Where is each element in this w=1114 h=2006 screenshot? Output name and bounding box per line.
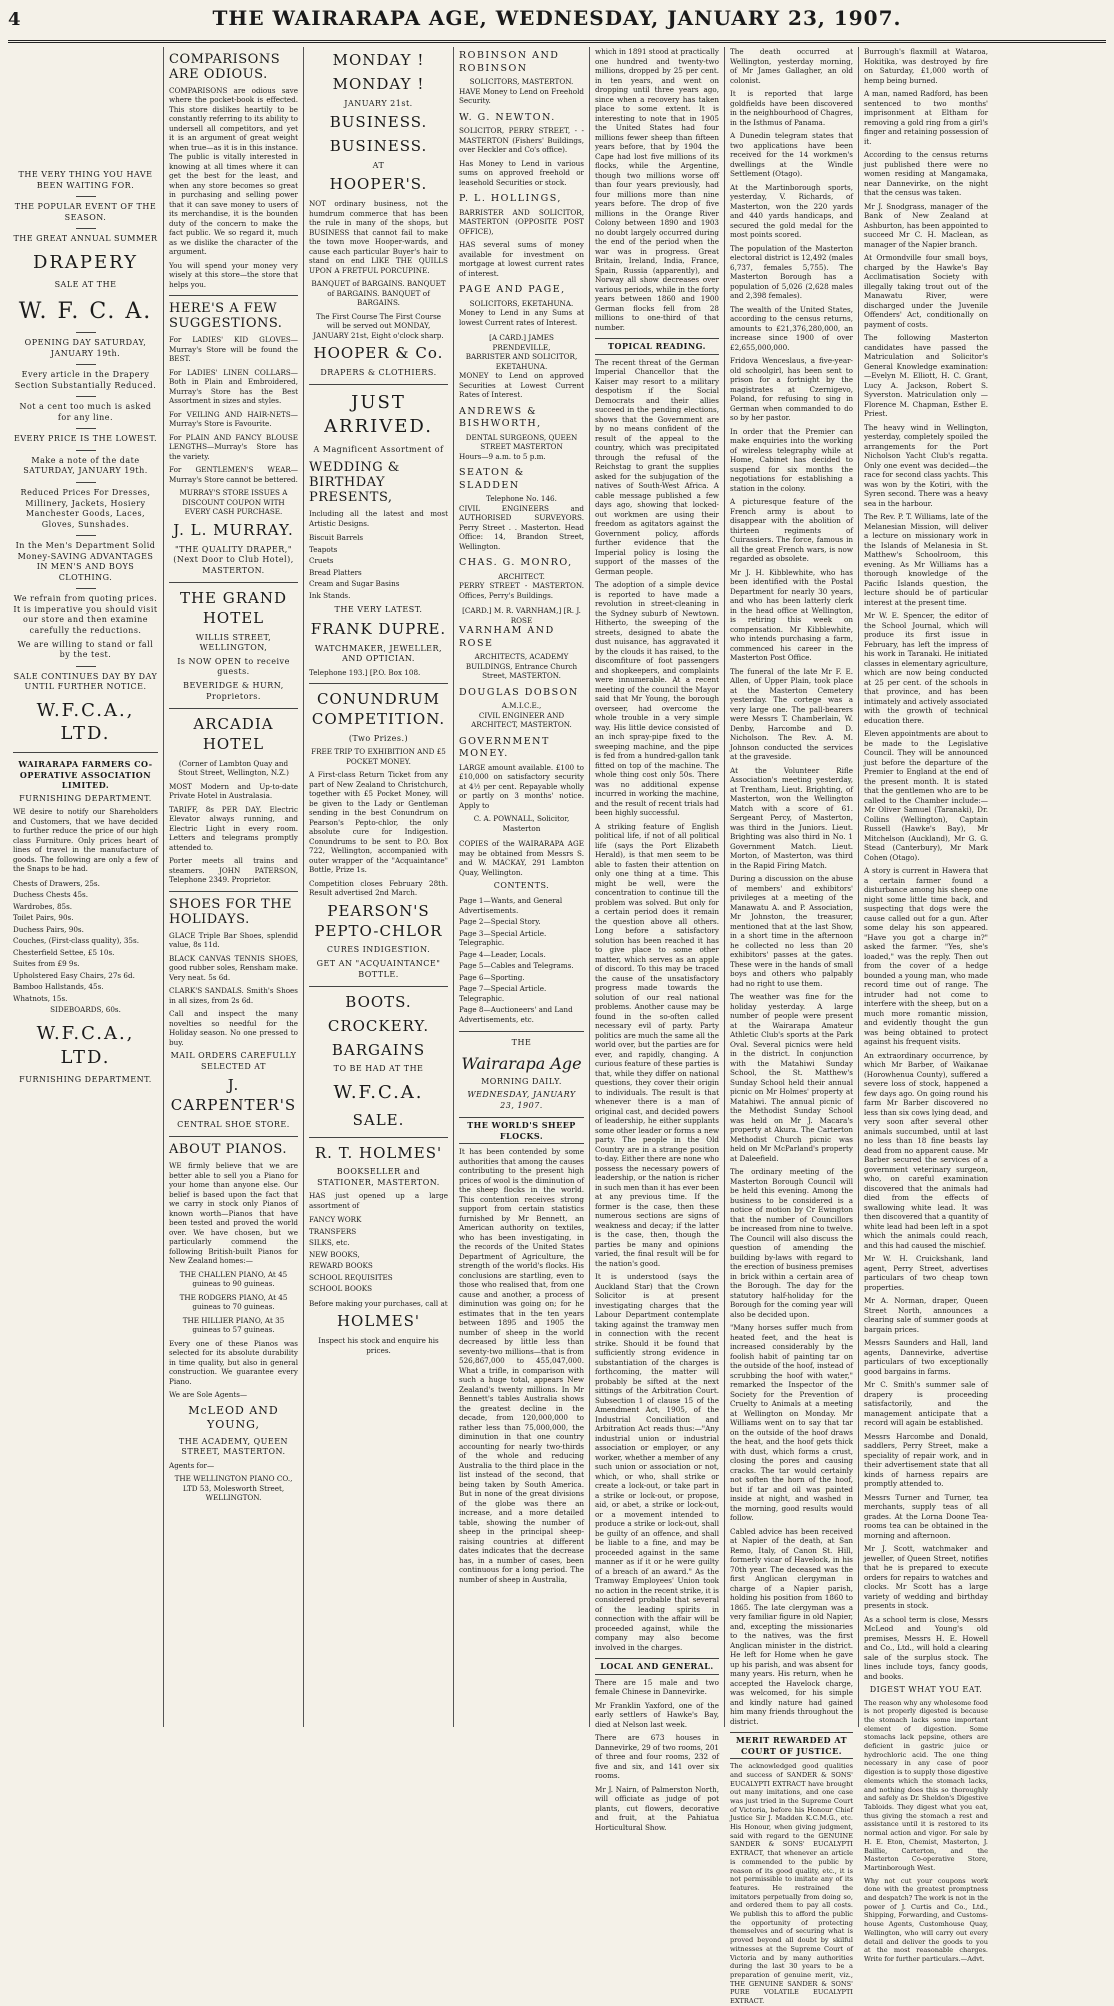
wfca-sale: W.F.C.A.	[333, 1082, 424, 1104]
conundrum-heading: CONUNDRUM COMPETITION.	[311, 690, 446, 729]
reduced-prices: Reduced Prices For Dresses, Millinery, Jackets, Hosiery Manchester Goods, Laces, Gloves, Sunshades.	[20, 487, 151, 529]
news-item: Mr J. H. Kibblewhite, who has been identified with the Postal Department for nearly 30 years, and who has been latterly clerk in the head office at Wellington, is retiring this week on compensation. Mr Kibblewhite, who intends purchasing a farm, commenced his career in the Masterton Post Office.	[730, 567, 853, 662]
magnificent-assortment: A Magnificent Assortment of	[313, 444, 444, 454]
column-7	[859, 47, 993, 1963]
list-item: Bread Platters	[309, 567, 362, 577]
pianos-guarantee: Every one of these Pianos was selected for its absolute durability in time quality, but also in general construction. We guarantee every Piano.	[169, 1338, 298, 1386]
piano-hillier: THE HILLIER PIANO, At 35 guineas to 57 guineas.	[182, 1315, 285, 1335]
column-2	[164, 47, 304, 1727]
wellington-piano-co: THE WELLINGTON PIANO CO., LTD 53, Molesworth Street, WELLINGTON.	[174, 1474, 293, 1503]
list-item: SCHOOL BOOKS	[309, 1284, 373, 1294]
column-6	[725, 47, 859, 2006]
news-item: Mr C. Smith's summer sale of drapery is proceeding satisfactorily, and the management anticipate that a record will again be established.	[864, 1380, 988, 1427]
news-item: The heavy wind in Wellington, yesterday, completely spoiled the arrangements for the Port Nicholson Yacht Club's regatta. Only one event was decided—the race for second class yachts. This was won by the Kotiri, with the Syren second. There was a heavy sea in the harbour.	[864, 422, 988, 508]
drapery-heading: DRAPERY	[32, 251, 139, 273]
masthead	[8, 6, 1106, 43]
list-item: SCHOOL REQUISITES	[309, 1272, 393, 1282]
sheep-flocks-body: It has been contended by some authorities that among the causes contributing to the present high prices of wool is the diminution of the sheep flocks in the world. This contention receives strong support from certain statistics furnished by Mr Bennett, an American authority on textiles, who has been investigating, in the records of the United States Department of Agriculture, the strength of the world's flocks. His conclusions are startling, even to those who realised that, from one cause and another, a process of diminution was going on; for he estimates that in the ten years between 1895 and 1905 the number of sheep in the world decreased by little less than seventy-two millions—that is from 526,867,000 to 455,047,000. What a trifle, in comparison with such a huge total, appears New Zealand's twenty millions. In Mr Bennett's tables Australia shows the greatest decline in the decade, from 120,000,000 to rather less than 75,000,000, the diminution in that one country accounting for nearly two-thirds of the whole and reducing Australia to the third place in the list instead of the second, that being taken by South America. But in none of the great divisions of the globe was there an increase, and a more detailed table, showing the number of sheep in the principal sheep-raising countries at different dates indicates that the decrease has, in a number of cases, been continuous for a long period. The number of sheep in Australia,	[459, 1147, 584, 1584]
list-item: Page 5—Cables and Telegrams.	[459, 961, 574, 971]
sole-agents-label: We are Sole Agents—	[169, 1390, 248, 1400]
column-1	[8, 47, 164, 1727]
nameplate-title: Wairarapa Age	[461, 1053, 582, 1073]
very-latest: THE VERY LATEST.	[334, 605, 423, 615]
sale-at-the: SALE AT THE	[54, 280, 117, 290]
monday-2: MONDAY !	[332, 74, 425, 93]
local-nairn: Mr J. Nairn, of Palmerston North, will officiate as judge of pot plants, cut flowers, decorative and fruit, at the Pahiatua Horticultural Show.	[595, 1784, 719, 1832]
list-item: Page 2—Special Story.	[459, 917, 541, 927]
arcadia-porter: Porter meets all trains and steamers. JOHN PATERSON, Telephone 2349. Proprietor.	[169, 856, 298, 885]
arcadia-address: (Corner of Lambton Quay and Stout Street, Wellington, N.Z.)	[178, 758, 289, 778]
news-item: Cabled advice has been received at Napier of the death, at San Remo, Italy, of Canon St. Hill, formerly vicar of Havelock, in his 70th year. The deceased was the first Anglican clergyman in charge of a Napier parish, holding his position from 1860 to 1865. The late clergyman was a very familiar figure in old Napier, and, excepting the missionaries to the natives, was the first Anglican minister in the district. He left for Home when he gave up his parish, and was absent for many years. His return, when he accepted the Havelock charge, was welcomed, for his simple and kindly nature had gained him many friends throughout the district.	[730, 1526, 853, 1726]
holmes-heading: R. T. HOLMES'	[314, 1143, 443, 1162]
ad-hollings: P. L. HOLLINGS, BARRISTER AND SOLICITOR, MASTERTON (OPPOSITE POST OFFICE), HAS several sums of money available for investment on mortgage at lowest current rates of interest.	[459, 193, 584, 278]
business-at: AT	[372, 160, 385, 170]
merit-rewarded-body: The acknowledged good qualities and success of SANDER & SONS' EUCALYPTI EXTRACT have brought out many imitations, and one case was just tried in the Supreme Court of Victoria, before his Honour Chief Justice Sir J. Madden K.C.M.G., etc. His Honour, when giving judgment, said with regard to the GENUINE SANDER & SONS' EUCALYPTI EXTRACT, that whenever an article is commended to the public by reason of its good quality, etc., it is not permissible to imitate any of its features. He restrained the imitators perpetually from doing so, and ordered them to pay all costs. We publish this to afford the public the opportunity of protecting themselves and of securing what is proved beyond all doubt by skilful witnesses at the Supreme Court of Victoria and by many authorities during the last 30 years to be a preparation of genuine merit, viz., THE GENUINE SANDER & SONS' PURE VOLATILE EUCALYPTI EXTRACT.	[730, 1762, 853, 2006]
news-item: At the Volunteer Rifle Association's meeting yesterday, at Trentham, Lieut. Brighting, of Masterton, won the Wellington Match with a score of 61. Sergeant Percy, of Masterton, was third in the Juniors. Lieut. Brighting was also third in No. 1 Government Match. Lieut. Morton, of Masterton, was third in the Rapid Firing Match.	[730, 765, 853, 870]
news-item: In order that the Premier can make enquiries into the working of wireless telegraphy while at Home, Cabinet has decided to suspend for six months the negotiations for establishing a station in the colony.	[730, 426, 853, 493]
comparisons-body: COMPARISONS are odious save where the pocket-book is effected. This store dislikes heartily to be constantly referring to its ability to undersell all competitors, and yet it is an argument of great weight when true—as it is in this instance. The public is vitally interested in knowing at all times where it can get the best for the least, and when any store becomes so great in purchasing and selling power that it can save money to users of its merchandise, it is the bounden duty of the concern to make the fact public. We so regard it, much as we dislike the character of the argument.	[169, 85, 298, 257]
refrain-quoting: We refrain from quoting prices. It is imperative you should visit our store and then examine carefully the reductions.	[13, 594, 158, 635]
suggestions-heading: HERE'S A FEW SUGGESTIONS.	[169, 301, 283, 332]
bargains-heading: BARGAINS	[331, 1040, 426, 1059]
wfca-teaser-2: THE POPULAR EVENT OF THE SEASON.	[14, 202, 157, 222]
wfca-association-name: WAIRARAPA FARMERS CO-OPERATIVE ASSOCIATION LIMITED.	[18, 759, 153, 791]
news-item: Mr J. Scott, watchmaker and jeweller, of Queen Street, notifies that he is prepared to execute orders for repairs to watches and clocks. Mr Scott has a large variety of wedding and birthday presents in stock.	[864, 1544, 988, 1610]
news-item: Messrs Harcombe and Donald, saddlers, Perry Street, make a speciality of repair work, and in their advertisement state that all kinds of harness repairs are promptly attended to.	[864, 1431, 988, 1488]
list-item: Page 7—Special Article. Telegraphic.	[459, 984, 547, 1003]
ad-newton: W. G. NEWTON. SOLICITOR, PERRY STREET, - - MASTERTON (Fishers' Buildings, over Heckler and Co's office). Has Money to Lend in various sums on approved freehold or leasehold Securities or stock.	[459, 111, 584, 187]
suggestion-collars: For LADIES' LINEN COLLARS—Both in Plain and Embroidered, Murray's Store has the Best Assortment in sizes and styles.	[169, 367, 298, 406]
copies-notice: COPIES of the WAIRARAPA AGE may be obtained from Messrs S. and W. MACKAY, 291 Lambton Quay, Wellington.	[459, 839, 584, 877]
ad-government-money: GOVERNMENT MONEY. LARGE amount available. £100 to £10,000 on satisfactory security at 4½ per cent. Repayable wholly or partly on 3 months' notice. Apply to C. A. POWNALL, Solicitor, Masterton	[459, 735, 584, 833]
wfca-teaser-1: THE VERY THING YOU HAVE BEEN WAITING FOR.	[18, 170, 153, 190]
news-item: Fridova Wenceslaus, a five-year-old schoolgirl, has been sent to prison for a fortnight by the magistrates at Czernigevo, Poland, for refusing to sing in German when commanded to do so by her pastor.	[730, 356, 853, 422]
nameplate-the: THE	[511, 1038, 532, 1048]
competition-closes: Competition closes February 28th. Result advertised 2nd March.	[309, 878, 448, 898]
news-item: It is reported that large goldfields have been discovered in the neighbourhood of Chagres, in the Isthmus of Panama.	[730, 89, 853, 127]
grand-hotel-street: WILLIS STREET, WELLINGTON,	[195, 632, 272, 653]
mail-orders: MAIL ORDERS CAREFULLY SELECTED AT	[170, 1051, 297, 1071]
news-item: The Rev. P. T. Williams, late of the Melanesian Mission, will deliver a lecture on missionary work in the Islands of Melanesia in St. Matthew's Schoolroom, this evening. As Mr Williams has a thorough knowledge of the Pacific Islands question, the lecture should be of particular interest at the present time.	[864, 512, 988, 607]
monday-1: MONDAY !	[332, 51, 425, 69]
drapers-clothiers: DRAPERS & CLOTHIERS.	[320, 367, 437, 377]
every-price: EVERY PRICE IS THE LOWEST.	[13, 434, 158, 444]
conundrum-body: A First-class Return Ticket from any part of New Zealand to Christchurch, together with £5 Pocket Money, will be given to the Lady or Gentleman sending in the best Conundrum on Pearson's Pepto-chlor, the only absolute cure for Indigestion. Conundrums to be sent to P.O. Box 722, Wellington, accompanied with outer wrapper of the "Acquaintance" Bottle, Prize 1s.	[309, 770, 448, 875]
list-item: Wardrobes, 85s.	[13, 901, 73, 911]
list-item: SILKS, etc.	[309, 1238, 350, 1248]
news-item: A man, named Radford, has been sentenced to two months' imprisonment at Eltham for removing a gold ring from a girl's finger and retaining possession of it.	[864, 89, 988, 146]
list-item: Upholstered Easy Chairs, 27s 6d.	[13, 970, 135, 980]
shoes-inspect: Call and inspect the many novelties so needful for the Holiday season. No one pressed to buy.	[169, 1009, 298, 1047]
acquaintance-bottle: GET AN "ACQUAINTANCE" BOTTLE.	[316, 959, 441, 979]
list-item: Teapots	[309, 544, 338, 554]
sheep-flocks-heading: THE WORLD'S SHEEP FLOCKS.	[459, 1117, 584, 1144]
list-item: SIDEBOARDS, 60s.	[50, 1005, 121, 1015]
news-item: At Ormondville four small boys, charged by the Hawke's Bay Acclimatisation Society with illegally taking trout out of the Manawatu River, were discharged under the Juvenile Offenders' Act, conditionally on payment of costs.	[864, 253, 988, 329]
nameplate-morning-daily: MORNING DAILY.	[481, 1076, 562, 1086]
pearsons-heading: PEARSON'S PEPTO-CHLOR	[314, 901, 443, 940]
murray-address: "THE QUALITY DRAPER," (Next Door to Club Hotel), MASTERTON.	[173, 544, 294, 575]
news-item: The ordinary meeting of the Masterton Borough Council will be held this evening. Among the business to be considered is a notice of motion by Cr Ewington that the number of Councillors be increased from nine to twelve. The Council will also discuss the question of amending the building by-laws with regard to the erection of business premises in brick within a certain area of the Borough. The day for the statutory half-holiday for the Borough for the coming year will also be decided upon.	[730, 1167, 853, 1319]
ad-andrews: ANDREWS & BISHWORTH, DENTAL SURGEONS, QUEEN STREET MASTERTON Hours—9 a.m. to 5 p.m.	[459, 405, 578, 461]
pianos-body: WE firmly believe that we are better able to sell you a Piano for your home than anyone else. Our belief is based upon the fact that we carry in stock only Pianos of known worth—Pianos that have been tested and proved the world over. We have chosen, but we particularly commend the following British-built Pianos for New Zealand homes:—	[169, 1161, 298, 1266]
murray-heading: J. L. MURRAY.	[173, 520, 294, 539]
ad-monro: CHAS. G. MONRO, ARCHITECT. PERRY STREET - MASTERTON. Offices, Perry's Buildings.	[459, 557, 584, 600]
arcadia-tariff: TARIFF, 8s PER DAY. Electric Elevator always running, and Electric Light in every room. Letters and telegrams promptly attended to.	[169, 804, 298, 852]
list-item: Couches, (First-class quality), 35s.	[13, 936, 139, 946]
artistic-designs: Including all the latest and most Artistic Designs.	[309, 509, 448, 528]
sheep-flocks-continued: which in 1891 stood at practically one hundred and twenty-two millions, dropped by 25 per cent. in ten years, and went on dropping until three years ago, since when a recovery has taken place to some extent. It is interesting to note that in 1905 the United States had four millions fewer sheep than fifteen years before, that by 1904 the Cape had lost five millions of its flocks, while the Argentine, though two millions worse off than four years previously, had four millions more than nine years before. The drop of five millions in the Orange River Colony between 1890 and 1903 no doubt largely occurred during the end of the period when the war was in progress. Great Britain, Ireland, India, France, Spain, Russia (apparently), and Norway all show decreases over various periods, while in the forty years between 1860 and 1900 German flocks fell from 28 millions to one-third of that number.	[595, 47, 719, 332]
news-item: Messrs Turner and Turner, tea merchants, supply teas of all grades. At the Lorna Doone Tea-rooms tea can be obtained in the morning and afternoon.	[864, 1492, 988, 1540]
hoopers-body: NOT ordinary business, not the humdrum commerce that has been the rule in many of the shops, but BUSINESS that cannot fail to make the town move Hooper-wards, and cause each particular Buyer's hair to stand on end LIKE THE QUILLS UPON A FRETFUL PORCUPINE.	[309, 199, 448, 275]
local-chinese: There are 15 male and two female Chinese in Dannevirke.	[595, 1677, 719, 1697]
list-item: Whatnots, 15s.	[13, 993, 68, 1003]
merit-rewarded-heading: MERIT REWARDED AT COURT OF JUSTICE.	[730, 1732, 853, 1759]
banquet-bargains: BANQUET of BARGAINS. BANQUET of BARGAINS. BANQUET of BARGAINS.	[311, 279, 446, 308]
news-item: The weather was fine for the holiday yesterday. A large number of people were present at the Wairarapa Amateur Athletic Club's sports at the Park Oval. Several picnics were held in the district. In conjunction with the Matahiwi Sunday School, the St. Matthew's Sunday School held their annual picnic on Mr Holmes' property at Matahiwi. The annual picnic of the Methodist Sunday School was held on Mr J. Macara's property at Akura. The Carterton Methodist Church picnic was held on Mr McParland's property at Daleefield.	[730, 992, 853, 1163]
cures-indigestion: CURES INDIGESTION.	[326, 945, 431, 955]
news-item: A Dunedin telegram states that two applications have been received for the 14 workmen's dwellings at the Windle Settlement (Otago).	[730, 131, 853, 178]
piano-rodgers: THE RODGERS PIANO, At 45 guineas to 70 guineas.	[179, 1292, 288, 1312]
local-yaxford: Mr Franklin Yaxford, one of the early settlers of Hawke's Bay, died at Nelson last week.	[595, 1700, 719, 1729]
holmes-before: Before making your purchases, call at	[309, 1298, 448, 1308]
topical-german: The recent threat of the German Imperial Chancellor that the Kaiser may resort to a military despotism if the Social Democrats and their allies succeed in the pending elections, shows that the Government are by no means confident of the result of the appeal to the country, which was precipitated through the refusal of the Reichstag to grant the supplies asked for the subjugation of the natives of South-West Africa. A cable message published a few days ago, showing that locked-out workmen are using their freedom as agitators against the Government policy, affords further evidence that the Imperial policy is losing the support of the masses of the German people.	[595, 357, 719, 576]
news-item: The following Masterton candidates have passed the Matriculation and Solicitor's General Knowledge examination:—Evelyn M. Elliott, H. C. Grant, Lucy A. Jackson, Robert S. Syverston. Matriculation only — Florence M. Chapman, Esther E. Priest.	[864, 333, 988, 418]
grand-hotel-proprietors: BEVERIDGE & HURN, Proprietors.	[183, 680, 284, 701]
grand-hotel-heading: THE GRAND HOTEL	[179, 589, 288, 627]
news-item: An extraordinary occurrence, by which Mr Barber, of Waikanae (Horowhenua County), suffered a severe loss of stock, happened a few days ago. On going round his farm Mr Barber discovered no less than six cows lying dead, and very soon after several other animals succumbed, until at last no less than 18 fine beasts lay dead from no apparent cause. Mr Barber secured the services of a government veterinary surgeon, who, on careful examination discovered that the animals had died from the effects of swallowing white lead. It was then discovered that a quantity of white lead had been left in a spot which the animals could reach, and this had caused the mischief.	[864, 1050, 988, 1250]
shoes-sandals: CLARK'S SANDALS. Smith's Shoes in all sizes, from 2s 6d.	[169, 986, 298, 1005]
topical-tramway: It is understood (says the Auckland Star) that the Crown Solicitor is at present investigating charges that the Labour Department contemplate taking against the tramway men in connection with the recent strike. Should it be found that sufficiently strong evidence in substantiation of the charges is forthcoming, the matter will probably be sifted at the next sittings of the Arbitration Court. Subsection 1 of clause 15 of the Amendment Act, 1905, of the Industrial Conciliation and Arbitration Act reads thus:—"Any industrial union or industrial association or employer, or any worker, whether a member of any such union or association or not, which, or who, shall strike or create a lock-out, or take part in a strike or lock-out, or propose, aid, or abet, a strike or lock-out, or a movement intended to produce a strike or lock-out, shall be guilty of an offence, and shall be liable to a fine, and may be proceeded against in the same manner as if it or he were guilty of a breach of an award." As the Tramway Employees' Union took no action in the recent strike, it is considered probable that several of the leading spirits in connection with the affair will be proceeded against, while the company may also become involved in the charges.	[595, 1272, 719, 1652]
wedding-presents: WEDDING & BIRTHDAY PRESENTS,	[309, 460, 400, 506]
list-item: Biscuit Barrels	[309, 533, 364, 543]
note-date: Make a note of the date SATURDAY, JANUARY 19th.	[23, 455, 148, 476]
list-item: Cream and Sugar Basins	[309, 579, 400, 589]
list-item: Suites from £9 9s.	[13, 959, 80, 969]
academy-address: THE ACADEMY, QUEEN STREET, MASTERTON.	[178, 1436, 289, 1457]
ad-prendeville: [A CARD.] JAMES PRENDEVILLE, BARRISTER AND SOLICITOR, EKETAHUNA. MONEY to Lend on approved Securities at Lowest Current Rates of Interest.	[459, 333, 584, 400]
pianos-heading: ABOUT PIANOS.	[169, 1142, 287, 1158]
news-item: Eleven appointments are about to be made to the Legislative Council. They will be announced just before the departure of the Premier to England at the end of the present month. It is stated that the gentlemen who are to be called to the Chamber include:— Mr Oliver Samuel (Taranaki), Dr. Collins (Wellington), Captain Russell (Hawke's Bay), Mr Mitchelson (Auckland), Mr G. G. Stead (Canterbury), Mr Mark Cohen (Otago).	[864, 729, 988, 862]
contents-list	[459, 895, 584, 1025]
holmes-list	[309, 1214, 448, 1295]
news-item: The death occurred at Wellington, yesterday morning, of Mr James Gallagher, an old colonist.	[730, 47, 853, 85]
just-arrived: JUST ARRIVED.	[324, 392, 433, 438]
bookseller: BOOKSELLER and STATIONER, MASTERTON.	[317, 1167, 440, 1187]
to-be-had: TO BE HAD AT THE	[333, 1064, 424, 1074]
comparisons-heading: COMPARISONS ARE ODIOUS.	[169, 52, 281, 82]
furniture-list	[13, 878, 158, 1016]
list-item: NEW BOOKS,	[309, 1249, 360, 1259]
furniture-notice: WE desire to notify our Shareholders and Customers, that we have decided to further reduce the price of our high class Furniture. Only prices heart of lines of travel in the manufacture of goods. The following are only a few of the Snaps to be had.	[13, 807, 158, 874]
suggestion-gloves: For LADIES' KID GLOVES—Murray's Store will be found the BEST.	[169, 335, 298, 364]
hoopers-heading: HOOPER'S.	[329, 175, 428, 194]
news-item: Mr W. E. Spencer, the editor of the School Journal, which will produce its first issue in February, has left the impress of his work in Taranaki. He initiated classes in elementary agriculture, which are now being conducted at 25 per cent. of the schools in that province, and has been intimately and actively associated with the growth of technical education there.	[864, 611, 988, 725]
news-item: Mr J. Snodgrass, manager of the Bank of New Zealand at Ashburton, has been appointed to succeed Mr C. H. Maclean, as manager of the Napier branch.	[864, 201, 988, 249]
topical-reading-heading: TOPICAL READING.	[595, 338, 719, 355]
news-item: According to the census returns just published there were no women residing at Mangamaka, near Dannevirke, on the night that the census was taken.	[864, 150, 988, 197]
mcleod-young: McLEOD AND YOUNG,	[188, 1403, 279, 1432]
wfca-ltd-footer: W.F.C.A., LTD.	[36, 1022, 135, 1068]
presents-list	[309, 532, 448, 601]
news-item: The funeral of the late Mr F. E. Allen, of Upper Plain, took place at the Masterton Cemetery yesterday. The cortege was a very large one. The pall-bearers were Messrs T. Chamberlain, W. Denby, Harcombe and D. Nicholson. The Rev. A. M. Johnson conducted the services at the graveside.	[730, 666, 853, 761]
news-item: Messrs Saunders and Hall, land agents, Dannevirke, advertise particulars of two exceptionally good bargains in farms.	[864, 1338, 988, 1376]
list-item: Toilet Pairs, 90s.	[13, 913, 74, 923]
carpenter-heading: J. CARPENTER'S	[170, 1076, 297, 1114]
topical-street-cleaning: The adoption of a simple device is reported to have made a revolution in street-cleaning in the Sydney suburb of Newtown. Hitherto, the sweeping of the streets, designed to abate the dust nuisance, has aggravated it by the clouds it has raised, to the discomfiture of foot passengers and shopkeepers, and complaints were innumerable. At a recent meeting of the council the Mayor said that Mr Young, the borough overseer, had overcome the whole trouble in a very simple way. His little device consisted of an inch spray-pipe fixed to the sweeping machine, and the pipe is fed from a hundred-gallon tank fitted on top of the machine. The whole thing cost only 50s. There was no additional expense incurred in working the machine, and the result of recent trials had been highly successful.	[595, 580, 719, 818]
wfca-ltd-heading: W.F.C.A., LTD.	[36, 699, 135, 745]
list-item: Page 3—Special Article. Telegraphic.	[459, 928, 547, 948]
column-5	[590, 47, 725, 1832]
furnishing-dept: FURNISHING DEPARTMENT.	[19, 793, 152, 803]
ad-seaton: SEATON & SLADDEN Telephone No. 146. CIVIL ENGINEERS and AUTHORISED SURVEYORS. Perry Street . . Masterton. Head Office: 14, Brandon Street, Wellington.	[459, 467, 584, 551]
comparisons-closing: You will spend your money very wisely at this store—the store that helps you.	[169, 260, 298, 289]
news-item: Mr A. Norman, draper, Queen Street North, announces a clearing sale of summer goods at bargain prices.	[864, 1296, 988, 1334]
list-item: TRANSFERS	[309, 1226, 357, 1236]
column-3	[304, 47, 454, 1727]
two-prizes: (Two Prizes.)	[348, 733, 409, 743]
list-item: FANCY WORK	[309, 1215, 362, 1225]
list-item: Page 6—Sporting.	[459, 972, 525, 982]
monday-date: JANUARY 21st.	[344, 98, 413, 108]
news-item: Burrough's flaxmill at Wataroa, Hokitika, was destroyed by fire on Saturday, £1,000 worth of hemp being burned.	[864, 47, 988, 85]
free-trip: FREE TRIP TO EXHIBITION AND £5 POCKET MONEY.	[311, 747, 446, 766]
list-item: Duchess Chests 45s.	[13, 890, 89, 900]
wfca-teaser-3: THE GREAT ANNUAL SUMMER	[13, 234, 158, 244]
news-item: As a school term is close, Messrs McLeod and Young's old premises, Messrs H. E. Howell and Co., Ltd., will hold a clearing sale of the surplus stock. The lines include toys, fancy goods, and books.	[864, 1614, 988, 1681]
grand-hotel-open: Is NOW OPEN to receive guests.	[177, 656, 290, 677]
suggestion-blouse: For PLAIN AND FANCY BLOUSE LENGTHS—Murray's Store has the variety.	[169, 432, 298, 461]
frank-dupre: FRANK DUPRE.	[310, 619, 447, 638]
watchmaker: WATCHMAKER, JEWELLER, AND OPTICIAN.	[314, 643, 443, 664]
news-item: A story is current in Hawera that a certain farmer found a disturbance among his sheep one night some little time back, and suspecting that dogs were the cause called out for a gun. After some delay his son appeared. "Have you got a charge in?" asked the farmer. "Yes, she's loaded," was the reply. Then out from the cover of a hedge bounded a young man, who made record time out of range. The intruder had not come to interfere with the sheep, but on a much more romantic mission, and evidently thought the gun was being obtained to protect against his frequent visits.	[864, 866, 988, 1046]
boots-heading: BOOTS.	[345, 993, 412, 1012]
ad-varnham: [CARD.] M. R. VARNHAM,] [R. J. ROSE VARNHAM AND ROSE ARCHITECTS, ACADEMY BUILDINGS, Entrance Church Street, MASTERTON.	[459, 606, 581, 681]
not-a-cent: Not a cent too much is asked for any line.	[19, 402, 152, 422]
masthead-title: THE WAIRARAPA AGE, WEDNESDAY, JANUARY 23, 1907.	[212, 6, 902, 30]
arcadia-modern: MOST Modern and Up-to-date Private Hotel in Australasia.	[169, 781, 298, 801]
dupre-telephone: Telephone 193.] [P.O. Box 108.	[309, 667, 421, 677]
furnishing-dept-footer: FURNISHING DEPARTMENT.	[19, 1075, 152, 1085]
news-item: The wealth of the United States, according to the census returns, amounts to £21,376,280,000, an increase since 1900 of over £2,655,000,000.	[730, 304, 853, 352]
ad-dobson: DOUGLAS DOBSON A.M.I.C.E., CIVIL ENGINEER AND ARCHITECT, MASTERTON.	[459, 686, 579, 730]
crockery-heading: CROCKERY.	[327, 1016, 430, 1035]
column-4	[454, 47, 590, 1727]
nameplate-date: WEDNESDAY, JANUARY 23, 1907.	[467, 1090, 576, 1110]
shoes-glace: GLACE Triple Bar Shoes, splendid value, 8s 11d.	[169, 930, 298, 950]
holmes-inspect: Inspect his stock and enquire his prices.	[318, 1336, 439, 1355]
list-item: Chesterfield Settee, £5 10s.	[13, 947, 115, 957]
mens-department: In the Men's Department Solid Money-SAVING ADVANTAGES IN MEN'S AND BOYS CLOTHING.	[15, 541, 156, 582]
hooper-co: HOOPER & Co.	[313, 344, 444, 363]
local-general-heading: LOCAL AND GENERAL.	[595, 1658, 719, 1675]
shoes-heading: SHOES FOR THE HOLIDAYS.	[169, 896, 293, 927]
holmes-opened: HAS just opened up a large assortment of	[309, 1191, 448, 1210]
holmes-footer: HOLMES'	[336, 1312, 421, 1331]
ad-robinson: ROBINSON AND ROBINSON SOLICITORS, MASTERTON. HAVE Money to Lend on Freehold Security.	[459, 50, 584, 106]
list-item: REWARD BOOKS	[309, 1261, 373, 1271]
local-houses: There are 673 houses in Dannevirke, 29 of two rooms, 201 of three and four rooms, 232 of five and six, and 141 over six rooms.	[595, 1733, 719, 1781]
list-item: Page 1—Wants, and General Advertisements.	[459, 896, 563, 915]
list-item: Ink Stands.	[309, 590, 351, 600]
agents-for-label: Agents for—	[169, 1460, 215, 1470]
stand-or-fall: We are willing to stand or fall by the test.	[17, 639, 154, 660]
sale-continues: SALE CONTINUES DAY BY DAY UNTIL FURTHER NOTICE.	[13, 671, 158, 692]
business-2: BUSINESS.	[329, 136, 428, 155]
list-item: Bamboo Hallstands, 45s.	[13, 982, 104, 992]
news-item: "Many horses suffer much from heated feet, and the heat is increased considerably by the foolish habit of painting tar on the outside of the hoof, instead of scrubbing the hoof with water," remarked the Inspector of the Society for the Prevention of Cruelty to Animals at a meeting at Wellington on Monday. Mr Williams went on to say that tar on the outside of the hoof draws the heat, and the hoof gets thick with dust, which forms a crust, closing the pores and causing cracks. The tar would certainly not soften the horn of the hoof, but if tar and oil was painted inside at night, and washed in the morning, good results would follow.	[730, 1323, 853, 1522]
central-shoe-store: CENTRAL SHOE STORE.	[177, 1119, 290, 1129]
contents-heading: CONTENTS.	[493, 881, 550, 891]
digest-heading: DIGEST WHAT YOU EAT.	[869, 1685, 983, 1694]
opening-day: OPENING DAY SATURDAY, JANUARY 19th.	[24, 338, 147, 358]
list-item: Chests of Drawers, 25s.	[13, 878, 100, 888]
list-item: Duchess Pairs, 90s.	[13, 924, 84, 934]
news-item: Mr W. H. Cruickshank, land agent, Perry Street, advertises particulars of two cheap town properties.	[864, 1254, 988, 1292]
sale-word: SALE.	[352, 1110, 405, 1129]
news-item: At the Martinborough sports, yesterday, V. Richards, of Masterton, won the 220 yards and 440 yards handicaps, and secured the gold medal for the most points scored.	[730, 182, 853, 239]
list-item: Page 4—Leader, Locals.	[459, 949, 546, 959]
drapery-reduced: Every article in the Drapery Section Substantially Reduced.	[14, 370, 157, 390]
arcadia-heading: ARCADIA HOTEL	[193, 715, 274, 753]
news-item: During a discussion on the abuse of members' and exhibitors' privileges at a meeting of the Manawatu A. and P. Association, Mr Johnston, the treasurer, mentioned that at the last Show, in a short time in the afternoon he collected no less than 20 exhibitors' passes at the gates. These were in the hands of small boys and others who palpably had no right to use them.	[730, 874, 853, 988]
business-1: BUSINESS.	[329, 113, 428, 132]
suggestion-veiling: For VEILING AND HAIR-NETS—Murray's Store is Favourite.	[169, 409, 298, 429]
shoes-tennis: BLACK CANVAS TENNIS SHOES, good rubber soles, Rensham make. Very neat. 5s 6d.	[169, 953, 298, 982]
list-item: Cruets	[309, 556, 334, 566]
coupons-notice: Why not cut your coupons work done with the greatest promptness and despatch? The work is not in the power of J. Curtis and Co., Ltd., Shipping, Forwarding, and Customs-house Agents, Customhouse Quay, Wellington, who will carry out every detail and deliver the goods to you at the most reasonable charges. Write for further particulars.—Advt.	[864, 1876, 988, 1963]
piano-challen: THE CHALLEN PIANO, At 45 guineas to 90 guineas.	[179, 1269, 288, 1289]
news-item: The population of the Masterton electoral district is 12,492 (males 6,737, females 5,755). The Masterton Borough has a population of 5,026 (2,628 males and 2,398 females).	[730, 243, 853, 300]
page-number: 4	[8, 9, 21, 30]
wfca-heading: W. F. C. A.	[18, 299, 153, 325]
list-item: Page 8—Auctioneers' and Land Advertisements, etc.	[459, 1005, 573, 1024]
digest-body: The reason why any wholesome food is not properly digested is because the stomach lacks some important element of digestion. Some stomachs lack pepsine, others are deficient in gastric juice or hydrochloric acid. The one thing necessary in any case of poor digestion is to supply those digestive elements which the stomach lacks, and nothing does this so thoroughly and safely as Dr. Sheldon's Digestive Tabloids. They digest what you eat, thus giving the stomach a rest and assistance until it is restored to its normal action and vigor. For sale by H. E. Eton, Chemist, Masterton, J. Baillie, Carterton, and the Masterton Co-operative Store, Martinborough West.	[864, 1698, 988, 1872]
first-course: The First Course The First Course will be served out MONDAY, JANUARY 21st, Eight o'clock sharp.	[313, 311, 444, 340]
ad-page: PAGE AND PAGE, SOLICITORS, EKETAHUNA. Money to Lend in any Sums at lowest Current rates of Interest.	[459, 284, 584, 327]
suggestion-gentlemen: For GENTLEMEN'S WEAR—Murray's Store cannot be bettered.	[169, 465, 298, 484]
news-item: A picturesque feature of the French army is about to disappear with the abolition of thirteen regiments of Cuirassiers. The force, famous in all the great French wars, is now regarded as obsolete.	[730, 497, 853, 563]
topical-political-life: A striking feature of English political life, if not of all political life (says the Port Elizabeth Herald), is that men seem to be able to fasten their attention on only one thing at a time. This might be well, were the concentration to continue till the problem was solved. But only for a certain period does it remain the question above all others. Long before a satisfactory solution has been reached it has to give place to some other matter, which serves as an apple of discord. To this may be traced the cause of the unsatisfactory progress made towards the solution of our real national problems. Another cause may be found in the so-often called necessary evil of party. Party politics are much the same all the world over, but the parties are for ever, and rapidly, changing. A curious feature of these parties is that, while they differ on national questions, they cover their origin to individuals. The result is that whenever there is a man of original cast, and decided powers of leadership, he either supplants some other leader or forms a new party. The people in the Old Country are in a strange position to-day. Either there are none who possess the necessary powers of leadership, or the nation is richer in such men than it has ever been at any previous time. If the former is the case, then these numerous sections are signs of weakness and decay; if the latter is the case, then, though the parties be many and opinions varied, the final result will be for the nation's good.	[595, 821, 719, 1268]
discount-coupon: MURRAY'S STORE ISSUES A DISCOUNT COUPON WITH EVERY CASH PURCHASE.	[179, 488, 288, 517]
